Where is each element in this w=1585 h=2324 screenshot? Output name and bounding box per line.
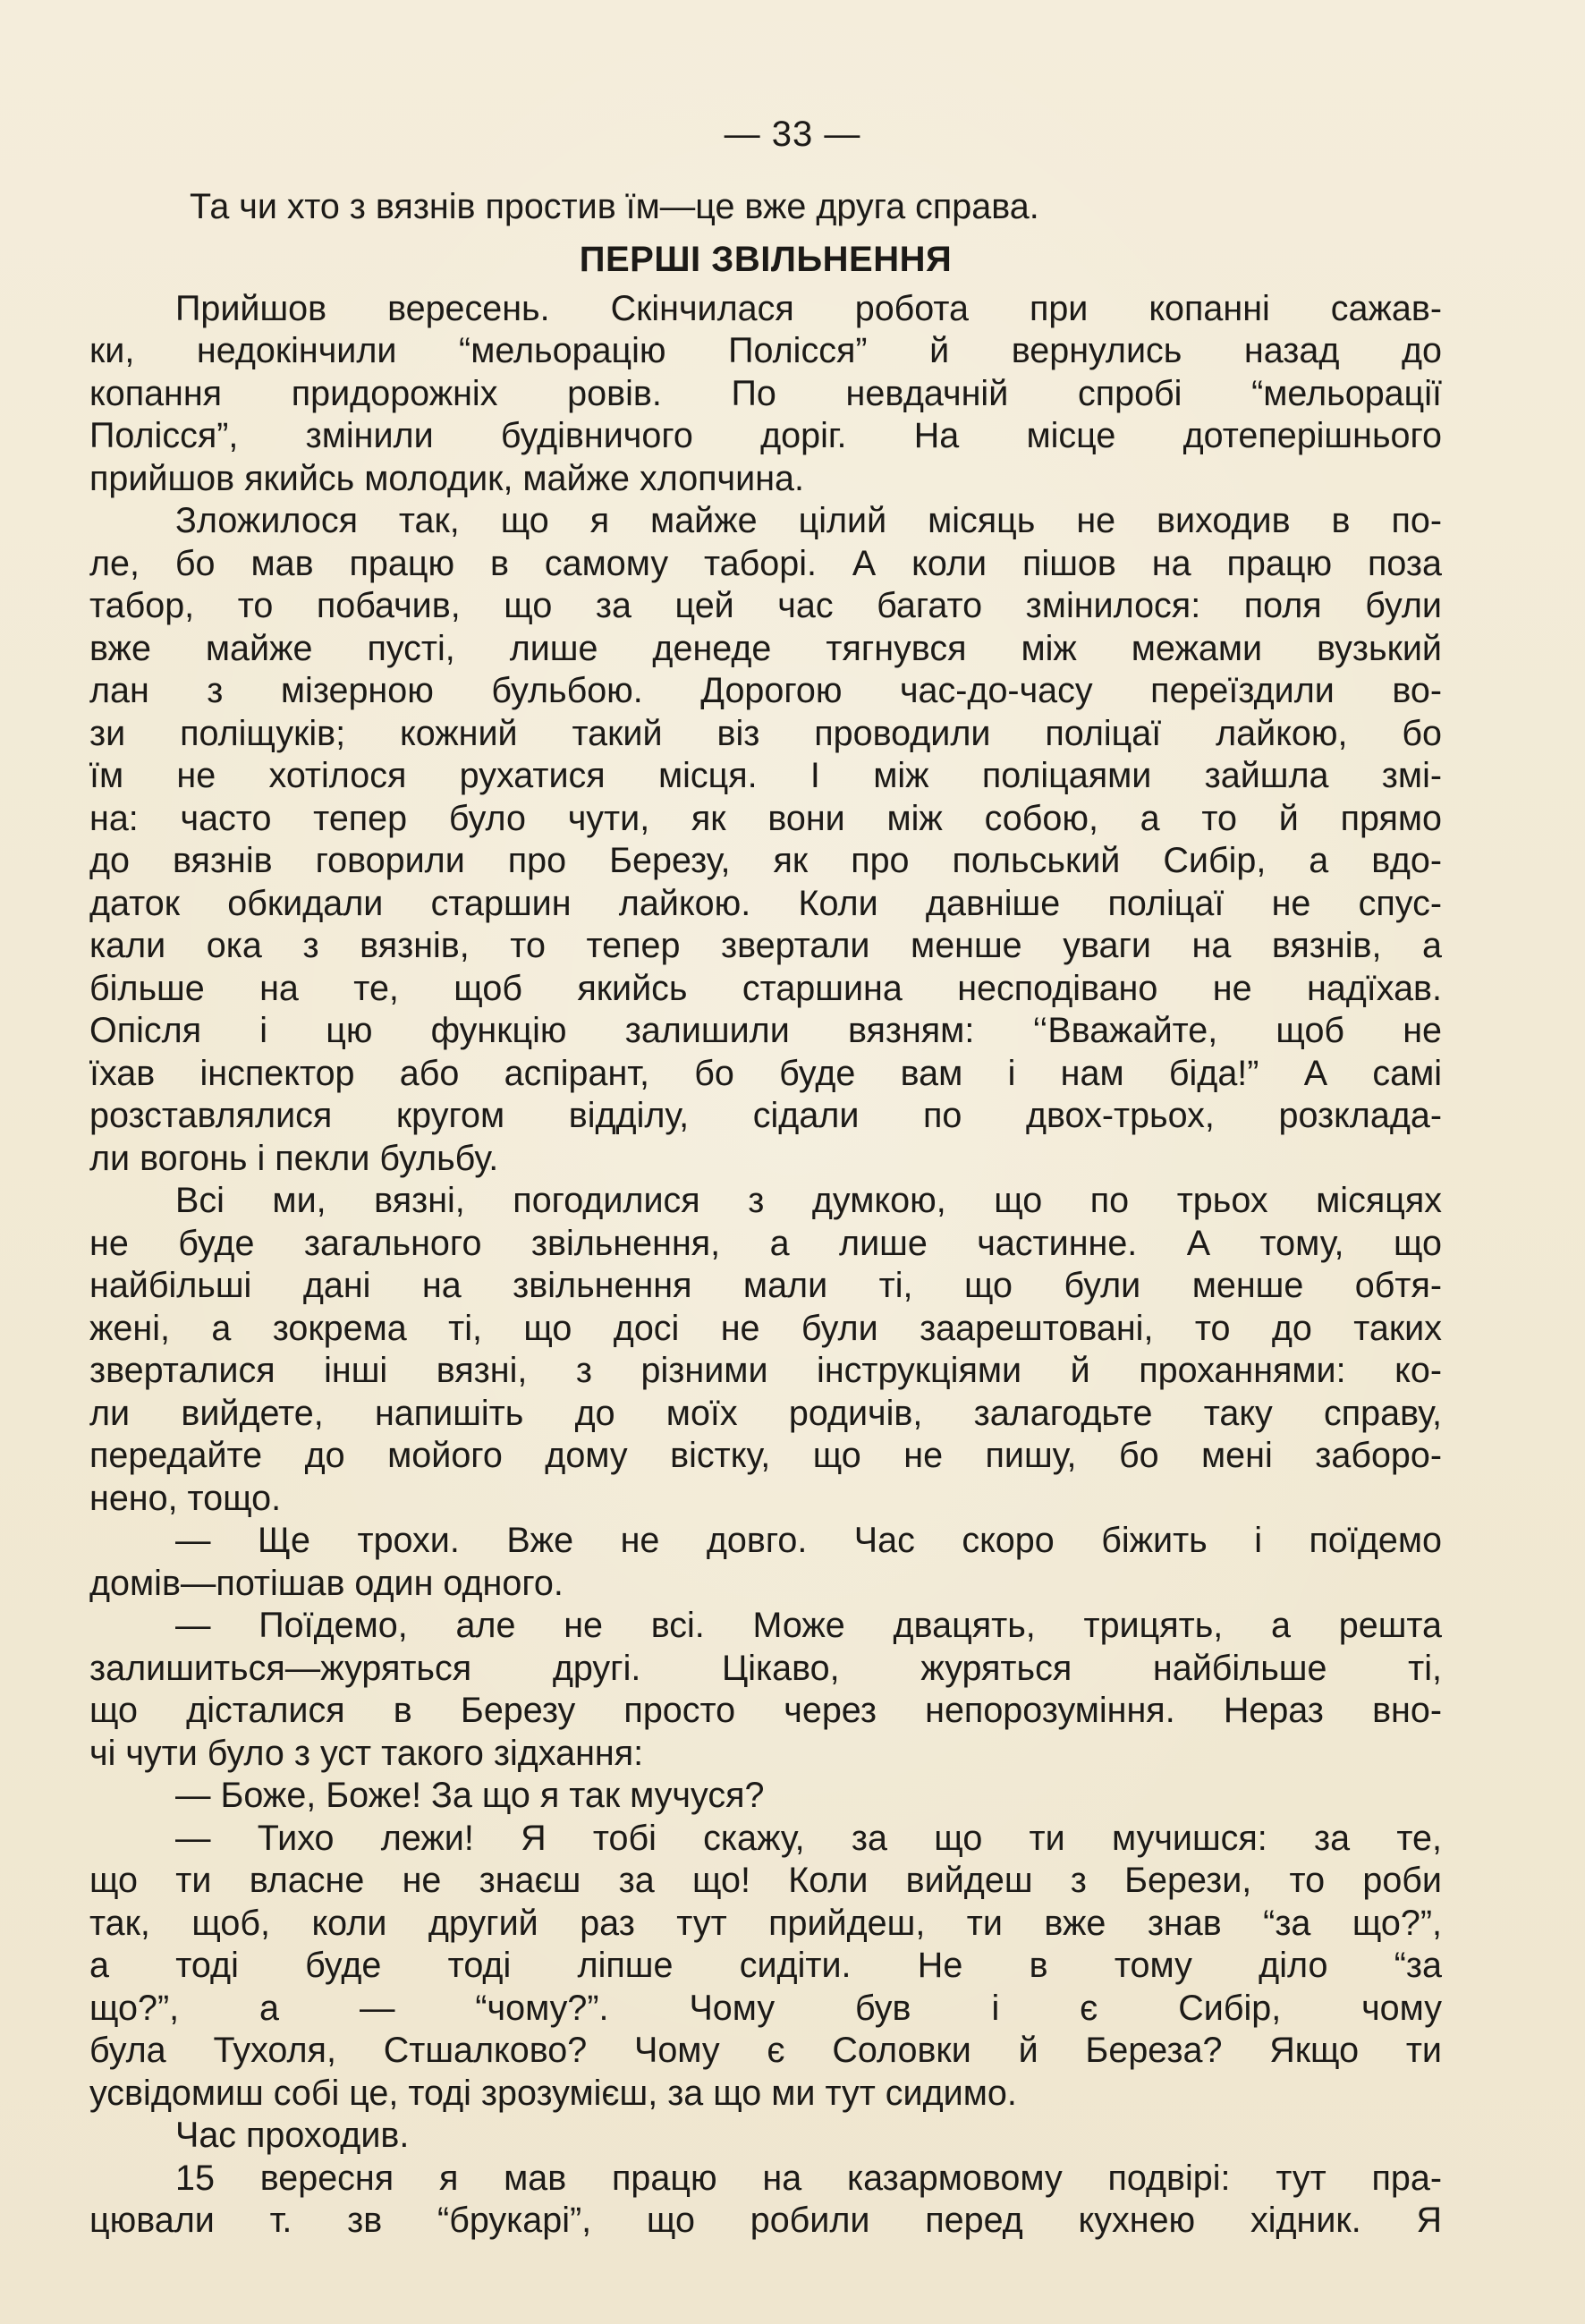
text-line: ли вогонь і пекли бульбу. xyxy=(89,1138,499,1178)
text-line: — Боже, Боже! За що я так мучуся? xyxy=(175,1776,765,1815)
text-line: була Тухоля, Стшалково? Чому є Соловки й Береза? Якщо ти xyxy=(89,2031,1442,2070)
text-line: що ти власне не знаєш за що! Коли вийдеш з Берези, то роби xyxy=(89,1861,1442,1900)
text-line: — Тихо лежи! Я тобі скажу, за що ти мучишся: за те, xyxy=(175,1818,1442,1858)
page-text xyxy=(89,186,1442,2243)
text-line: розставлялися кругом відділу, сідали по двох-трьох, розклада- xyxy=(89,1096,1442,1135)
text-line: ли вийдете, напишіть до моїх родичів, залагодьте таку справу, xyxy=(89,1393,1442,1433)
text-line: чі чути було з уст такого зідхання: xyxy=(89,1733,644,1773)
text-line: — Ще трохи. Вже не довго. Час скоро біжить і поїдемо xyxy=(175,1521,1442,1560)
text-line: а тоді буде тоді ліпше сидіти. Не в тому діло “за xyxy=(89,1946,1442,1985)
text-line: що?”, а — “чому?”. Чому був і є Сибір, чому xyxy=(89,1988,1442,2028)
text-line: нено, тощо. xyxy=(89,1478,282,1518)
text-line: ле, бо мав працю в самому таборі. А коли пішов на працю поза xyxy=(89,543,1442,583)
text-line: лан з мізерною бульбою. Дорогою час-до-часу переїздили во- xyxy=(89,671,1442,710)
text-line: домів—потішав один одного. xyxy=(89,1563,564,1603)
text-line: Зложилося так, що я майже цілий місяць не виходив в по- xyxy=(175,501,1442,540)
text-line: передайте до мойого дому вістку, що не пишу, бо мені заборо- xyxy=(89,1436,1442,1475)
text-line: ки, недокінчили “мельорацію Полісся” й вернулись назад до xyxy=(89,331,1442,370)
text-line: залишиться—журяться другі. Цікаво, журяться найбільше ті, xyxy=(89,1648,1442,1688)
text-line: Всі ми, вязні, погодилися з думкою, що по трьох місяцях xyxy=(175,1181,1442,1220)
text-line: прийшов якийсь молодик, майже хлопчина. xyxy=(89,458,804,498)
text-line: жені, а зокрема ті, що досі не були заарештовані, то до таких xyxy=(89,1308,1442,1348)
text-line: зверталися інші вязні, з різними інструкціями й проханнями: ко- xyxy=(89,1351,1442,1390)
text-line: вже майже пусті, лише денеде тягнувся між межами вузький xyxy=(89,628,1442,668)
text-line: Прийшов вересень. Скінчилася робота при копанні сажав- xyxy=(175,288,1442,328)
text-line: Та чи хто з вязнів простив їм—це вже друга справа. xyxy=(190,187,1039,226)
text-line: на: часто тепер було чути, як вони між собою, а то й прямо xyxy=(89,798,1442,838)
text-line: найбільші дані на звільнення мали ті, що були менше обтя- xyxy=(89,1266,1442,1305)
text-line: не буде загального звільнення, а лише частинне. А тому, що xyxy=(89,1223,1442,1263)
text-line: кали ока з вязнів, то тепер звертали менше уваги на вязнів, а xyxy=(89,926,1442,965)
page-number: — 33 — xyxy=(724,115,861,154)
text-line: усвідомиш собі це, тоді зрозумієш, за що ми тут сидимо. xyxy=(89,2073,1017,2113)
text-line: їхав інспектор або аспірант, бо буде вам і нам біда!” А самі xyxy=(89,1053,1442,1093)
text-line: Час проходив. xyxy=(175,2116,410,2155)
section-heading: ПЕРШІ ЗВІЛЬНЕННЯ xyxy=(579,239,953,279)
text-line: Полісся”, змінили будівничого доріг. На місце дотеперішнього xyxy=(89,416,1442,455)
text-line: до вязнів говорили про Березу, як про польський Сибір, а вдо- xyxy=(89,841,1442,880)
text-line: — Поїдемо, але не всі. Може двацять, трицять, а решта xyxy=(175,1606,1442,1645)
text-line: Опісля і цю функцію залишили вязням: ‘‘Вважайте, щоб не xyxy=(89,1011,1442,1050)
text-line: цювали т. зв “брукарі”, що робили перед кухнею хідник. Я xyxy=(89,2201,1442,2240)
text-line: копання придорожніх ровів. По невдачній спробі “мельорації xyxy=(89,373,1442,413)
text-line: табор, то побачив, що за цей час багато змінилося: поля були xyxy=(89,586,1442,625)
text-line: 15 вересня я мав працю на казармовому подвірі: тут пра- xyxy=(175,2158,1442,2198)
text-line: що дісталися в Березу просто через непорозуміння. Нераз вно- xyxy=(89,1691,1442,1730)
text-line: так, щоб, коли другий раз тут прийдеш, ти вже знав “за що?”, xyxy=(89,1903,1442,1943)
text-line: більше на те, щоб якийсь старшина несподівано не надїхав. xyxy=(89,968,1442,1008)
text-line: зи поліщуків; кожний такий віз проводили поліцаї лайкою, бо xyxy=(89,713,1442,753)
text-line: даток обкидали старшин лайкою. Коли давніше поліцаї не спус- xyxy=(89,883,1442,923)
text-line: їм не хотілося рухатися місця. І між поліцаями зайшла змі- xyxy=(89,756,1442,795)
